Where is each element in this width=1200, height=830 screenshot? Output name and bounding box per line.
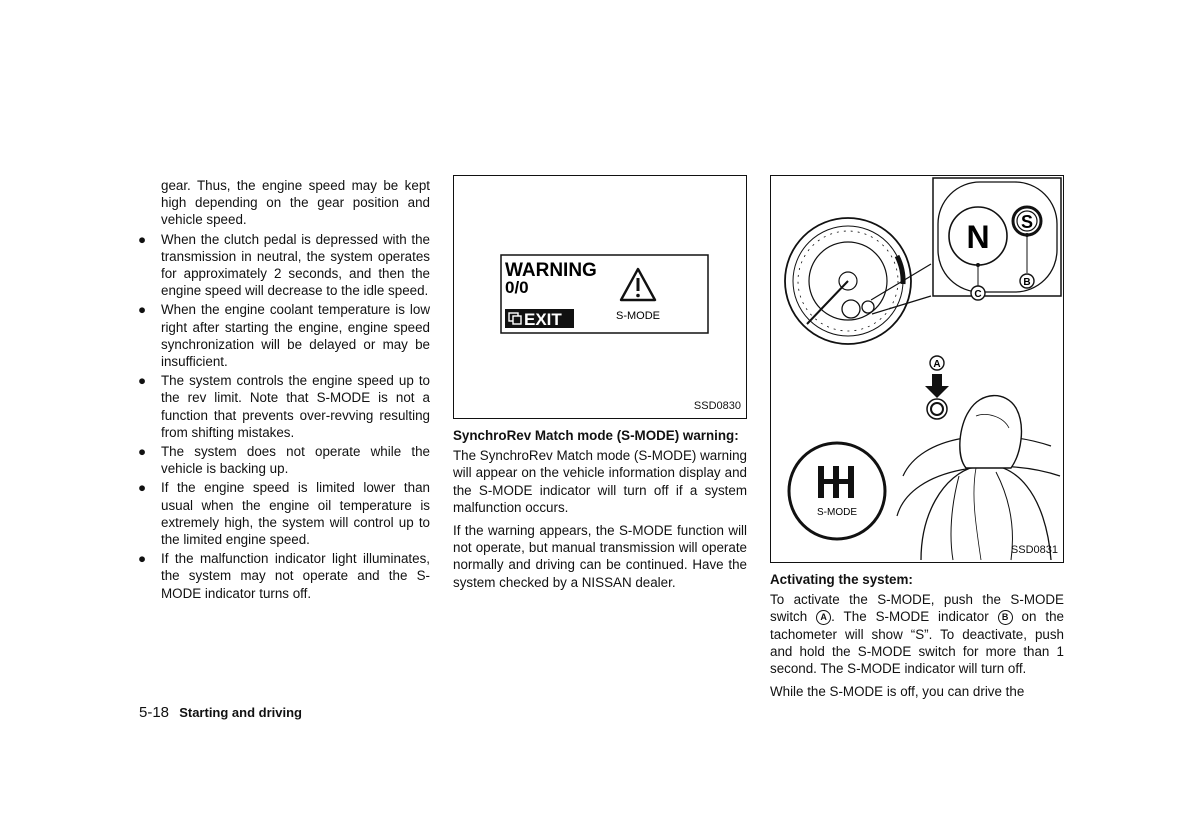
section-title: Starting and driving [179, 705, 302, 720]
warning-text: WARNING [505, 260, 597, 281]
callout-a-inline: A [816, 610, 831, 625]
s-mode-switch-figure [770, 175, 1064, 563]
callout-a: A [933, 359, 941, 370]
warning-count: 0/0 [505, 278, 529, 297]
bullet-icon: ● [138, 480, 147, 496]
gear-shift-illustration [897, 396, 1060, 560]
section-heading: SynchroRev Match mode (S-MODE) warning: [453, 428, 739, 443]
bullet-item: ● If the malfunction indicator light illuminates, the system may not operate and the S-MODE indicator turns off. [138, 551, 430, 601]
callout-c: C [974, 289, 982, 300]
down-arrow-icon [925, 374, 949, 398]
bullet-item: ● The system does not operate while the vehicle is backing up. [138, 444, 430, 477]
bullet-item: ● The system controls the engine speed up to the rev limit. Note that S-MODE is not a function that prevents over-revving resulting from shifting mistakes. [138, 373, 430, 440]
figure-id: SSD0830 [693, 399, 741, 412]
right-column [770, 175, 1064, 702]
exit-text: EXIT [524, 310, 562, 329]
bullet-icon: ● [138, 551, 147, 567]
bullet-icon: ● [138, 231, 147, 247]
n-indicator-text: N [966, 219, 990, 255]
paragraph: While the S-MODE is off, you can drive the [770, 684, 1025, 700]
bullet-icon: ● [138, 302, 147, 318]
bullet-list [138, 231, 430, 602]
callout-b: B [1023, 277, 1031, 288]
s-mode-switch-label: S-MODE [817, 507, 857, 518]
intro-paragraph: gear. Thus, the engine speed may be kept high depending on the gear position and vehicle speed. [161, 178, 430, 228]
s-indicator-text: S [1020, 212, 1034, 232]
tachometer-illustration [785, 218, 931, 344]
page-number: 5-18 [139, 704, 170, 721]
warning-display-illustration [454, 176, 746, 418]
bullet-item: ● When the engine coolant temperature is low right after starting the engine, engine speed synchronization will be delayed or may be insufficient. [138, 302, 430, 370]
bullet-item: ● If the engine speed is limited lower than usual when the engine oil temperature is extremely high, the system will control up to the limited engine speed. [138, 480, 430, 548]
bullet-icon: ● [138, 444, 147, 460]
s-mode-label: S-MODE [616, 310, 660, 322]
s-mode-illustration [771, 176, 1063, 562]
section-heading: Activating the system: [770, 572, 913, 587]
figure-id: SSD0831 [1010, 543, 1058, 556]
bullet-icon: ● [138, 373, 147, 389]
bullet-item: ● When the clutch pedal is depressed with the transmission in neutral, the system operates for approximately 2 seconds, and then the engine speed will decrease to the idle speed. [138, 231, 430, 299]
paragraph: If the warning appears, the S-MODE function will not operate, but manual transmission will operate normally and driving can be continued. Have the system checked by a NISSAN dealer. [453, 523, 747, 590]
page-footer [139, 704, 302, 721]
indicator-inset [933, 178, 1061, 300]
callout-a-group [925, 356, 949, 398]
s-mode-switch-icon [789, 443, 885, 539]
middle-column [453, 175, 747, 593]
callout-b-inline: B [998, 610, 1013, 625]
warning-display-figure [453, 175, 747, 419]
paragraph: The SynchroRev Match mode (S-MODE) warning will appear on the vehicle information display and the S-MODE indicator will turn off if a system malfunction occurs. [453, 448, 747, 515]
left-column [138, 177, 430, 604]
paragraph: To activate the S-MODE, push the S-MODE switch A . The S-MODE indicator B on the tachometer will show “S”. To deactivate, push and hold the S-MODE switch for more than 1 second. The S-MODE indicator will turn off. [770, 592, 1064, 677]
